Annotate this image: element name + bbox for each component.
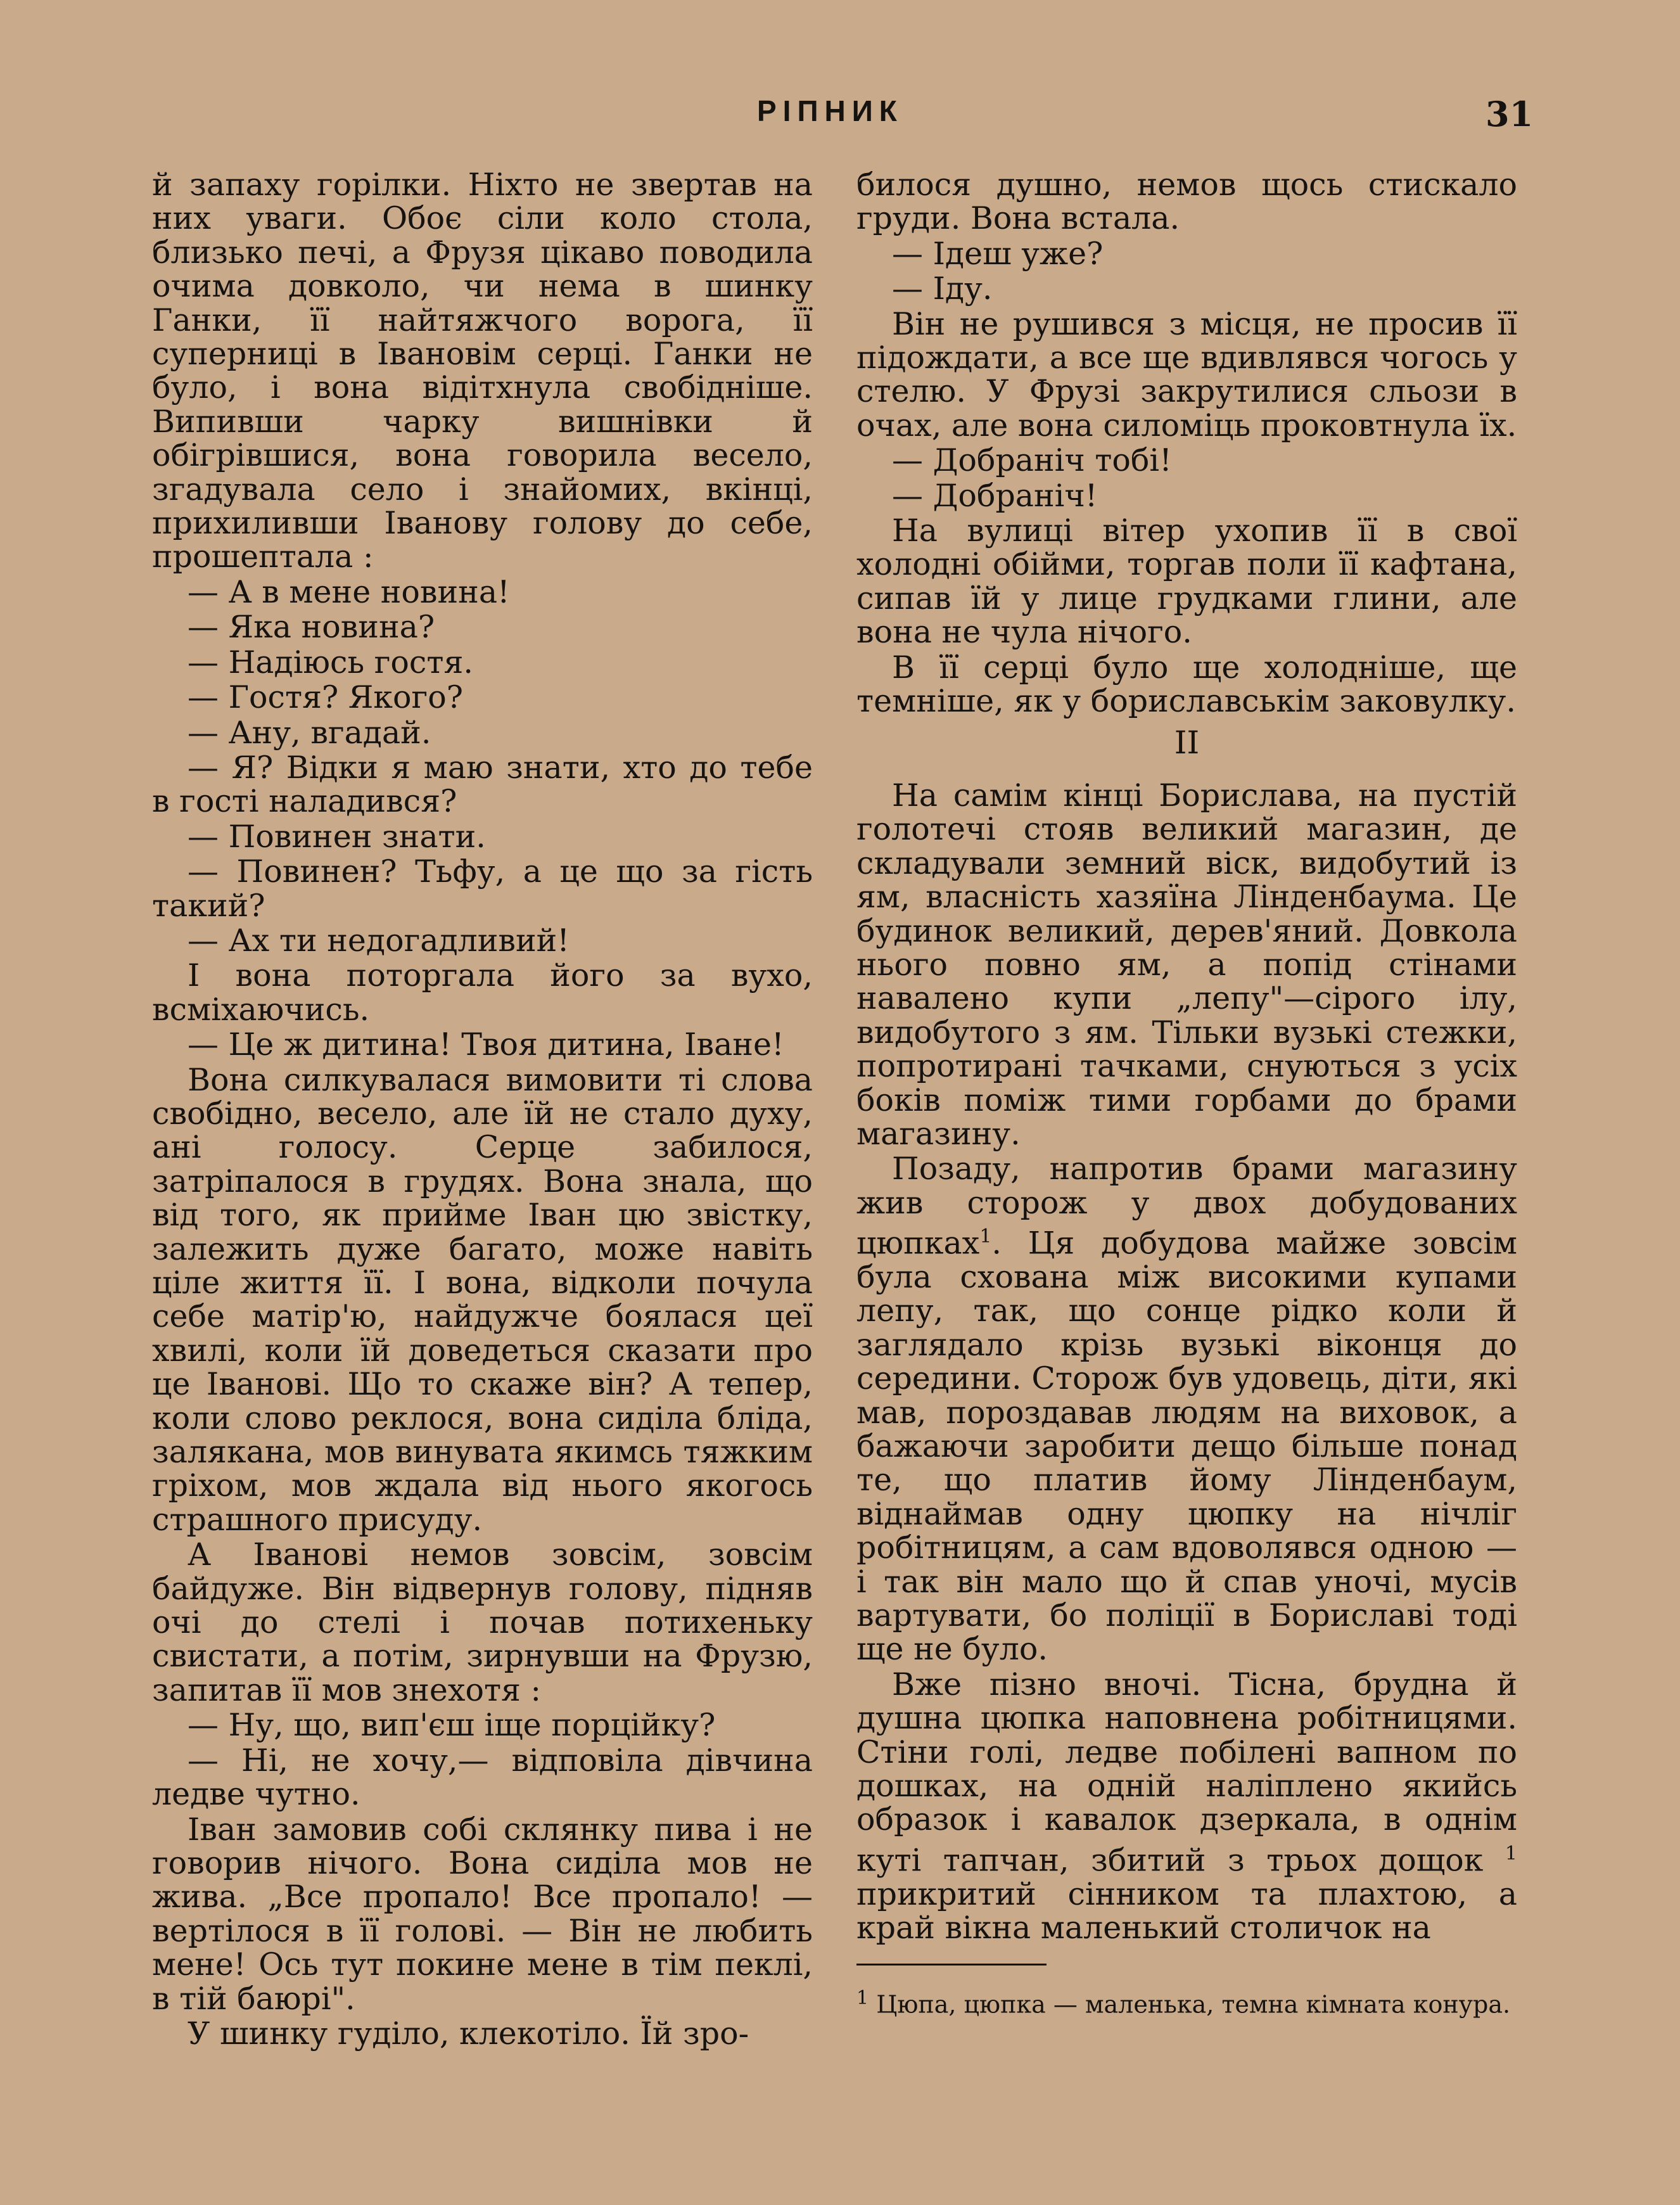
dialogue-line: — Ну, що, вип'єш іще порційку? [188, 1707, 716, 1744]
paragraph-text: прикритий сінником та плахтою, а край вікна маленький столичок на [856, 1876, 1517, 1946]
paragraph: А Іванові немов зовсім, зовсім байдуже. Він відвернув голову, підняв очі до стелі і почав потихеньку свистати, а потім, зирнувши на Фрузю, запитав її мов знехотя : [152, 1537, 813, 1708]
footnote-text: Цюпа, цюпка — маленька, темна кімната конура. [876, 1991, 1511, 2019]
dialogue-line: — Ідеш уже? [892, 235, 1104, 272]
dialogue-line: — Я? Відки я маю знати, хто до тебе в гості наладився? [152, 749, 813, 820]
section-heading: II [1174, 724, 1200, 761]
dialogue-line: — А в мене новина! [188, 573, 510, 610]
dialogue-line: — Гостя? Якого? [188, 679, 463, 716]
paragraph-text: Вже пізно вночі. Тісна, брудна й душна цюпка наповнена робітницями. Стіни голі, ледве побілені вапном по дошках, на одній наліплено якийсь образок і кавалок дзеркала, в однім куті тапчан, збитий з трьох дощок [856, 1666, 1517, 1879]
footnote-divider [856, 1964, 1047, 1965]
dialogue-line: — Іду. [892, 271, 993, 307]
dialogue-line: — Добраніч тобі! [892, 442, 1172, 479]
footnote-marker: 1 [979, 1225, 992, 1248]
paragraph: І вона поторгала його за вухо, всміхаючись. [152, 957, 813, 1028]
paragraph: На самім кінці Борислава, на пустій голотечі стояв великий магазин, де складували земний віск, видобутий із ям, власність хазяїна Лінденбаума. Це будинок великий, дерев'яний. Довкола нього повно ям, а попід стінами навалено купи „лепу"—сірого ілу, видобутого з ям. Тільки вузькі стежки, попротирані тачками, снуються з усіх боків поміж тими горбами до брами магазину. [856, 777, 1517, 1152]
paragraph: й запаху горілки. Ніхто не звертав на них уваги. Обоє сіли коло стола, близько печі, а Фрузя цікаво поводила очима довколо, чи нема в шинку Ганки, її найтяжчого ворога, її суперниці в Івановім серці. Ганки не було, і вона відітхнула свобідніше. Випивши чарку вишнівки й обігрівшися, вона говорила весело, згадувала село і знайомих, вкінці, прихиливши Іванову голову до себе, прошептала : [152, 167, 813, 575]
dialogue-line: — Ні, не хочу,— відповіла дівчина ледве чутно. [152, 1742, 813, 1813]
paragraph: У шинку гуділо, клекотіло. Їй зро- [188, 2015, 749, 2052]
paragraph-text: Ця добудова майже зовсім була схована між високими купами лепу, так, що сонце рідко коли й заглядало крізь вузькі віконця до середини. Сторож був удовець, діти, які мав, пороздавав людям на виховок, а бажаючи заробити дещо більше понад те, що платив йому Лінденбаум, віднаймав одну цюпку на нічліг робітницям, а сам вдоволявся одною — і так він мало що й спав уночі, мусів вартувати, бо поліції в Бориславі тоді ще не було. [856, 1225, 1517, 1668]
dialogue-line: — Надіюсь гостя. [188, 644, 473, 681]
dialogue-line: — Ах ти недогадливий! [188, 922, 570, 959]
paragraph: В її серці було ще холодніше, ще темніше, як у бориславськім заковулку. [856, 649, 1517, 720]
footnote-marker: 1 [856, 1987, 869, 2010]
dialogue-line: — Добраніч! [892, 477, 1098, 514]
left-column [152, 168, 813, 2052]
dialogue-line: — Ану, вгадай. [188, 714, 431, 751]
page-number: 31 [1486, 94, 1534, 134]
running-title: РІПНИК [757, 94, 903, 127]
page-header [0, 94, 1680, 144]
paragraph: Іван замовив собі склянку пива і не говорив нічого. Вона сиділа мов не жива. „Все пропало! Все пропало! — вертілося в її голові. — Він не любить мене! Ось тут покине мене в тім пеклі, в тій баюрі". [152, 1811, 813, 2017]
paragraph-text: Позаду, напротив брами магазину жив сторож у двох добудованих цюпках [856, 1151, 1517, 1262]
footnote [856, 1984, 1517, 2019]
right-column [856, 168, 1517, 2020]
paragraph: На вулиці вітер ухопив її в свої холодні обійми, торгав поли її кафтана, сипав їй у лице грудками глини, але вона не чула нічого. [856, 513, 1517, 651]
dialogue-line: — Повинен? Тьфу, а це що за гість такий? [152, 853, 813, 924]
paragraph: Він не рушився з місця, не просив її підождати, а все ще вдивлявся чогось у стелю. У Фрузі закрутилися сльози в очах, але вона силоміць проковтнула їх. [856, 305, 1517, 444]
paragraph: билося душно, немов щось стискало груди. Вона встала. [856, 167, 1517, 237]
dialogue-line: — Повинен знати. [188, 818, 486, 855]
paragraph [856, 1668, 1517, 1945]
paragraph: Вона силкувалася вимовити ті слова свобідно, весело, але їй не стало духу, ані голосу. Серце забилося, затріпалося в грудях. Вона знала, що від того, як прийме Іван цю звістку, залежить дуже багато, може навіть ціле життя її. І вона, відколи почула себе матір'ю, найдужче боялася цеї хвилі, коли їй доведеться сказати про це Іванові. Що то скаже він? А тепер, коли слово реклося, вона сиділа бліда, залякана, мов винувата якимсь тяжким гріхом, мов ждала від нього якогось страшного присуду. [152, 1061, 813, 1538]
dialogue-line: — Яка новина? [188, 609, 435, 646]
dialogue-line: — Це ж дитина! Твоя дитина, Іване! [188, 1026, 784, 1063]
footnote-marker: 1 [1505, 1842, 1517, 1865]
paragraph: Позаду, напротив брами магазину жив сторож у двох добудованих цюпках$^1$. Ця добудова майже зовсім була схована між високими купами лепу, так, що сонце рідко коли й заглядало крізь вузькі віконця до середини. Сторож був удовець, діти, які мав, пороздавав людям на виховок, а бажаючи заробити дещо більше понад те, що платив йому Лінденбаум, віднаймав одну цюпку на нічліг робітницям, а сам вдоволявся одною — і так він мало що й спав уночі, мусів вартувати, бо поліції в Бориславі тоді ще не було. [856, 1151, 1517, 1668]
